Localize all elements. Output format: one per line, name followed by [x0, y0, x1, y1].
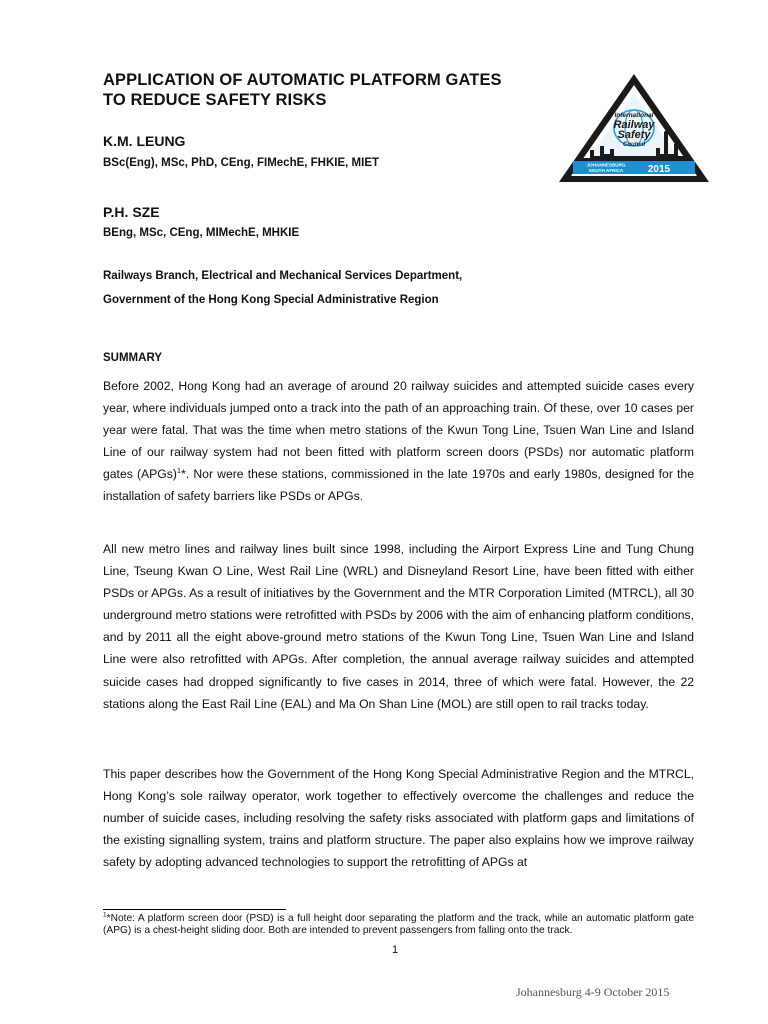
- logo-text-safety: Safety: [617, 129, 651, 141]
- author-credentials-1: BSc(Eng), MSc, PhD, CEng, FIMechE, FHKIE, MIET: [103, 157, 380, 169]
- page-footer: Johannesburg 4-9 October 2015: [516, 985, 670, 999]
- conference-logo: [556, 70, 712, 186]
- footnote-marker: 1: [103, 911, 107, 919]
- paragraph-1-text-cont: *. Nor were these stations, commissioned in the late 1970s and early 1980s, designed for the installation of safety barriers like PSDs or APGs.: [103, 467, 694, 504]
- affiliation-line-1: Railways Branch, Electrical and Mechanical Services Department,: [103, 270, 463, 282]
- summary-heading: SUMMARY: [103, 352, 162, 364]
- affiliation-line-2: Government of the Hong Kong Special Administrative Region: [103, 294, 439, 306]
- footnote-ref: 1: [176, 466, 182, 476]
- logo-text-year: 2015: [647, 164, 671, 175]
- logo-text-place-1: JOHANNESBURG: [586, 162, 626, 168]
- paper-title: [103, 70, 573, 110]
- paragraph-3: This paper describes how the Government of the Hong Kong Special Administrative Region and the MTRCL, Hong Kong’s sole railway operator, work together to effectively overcome the challenges and reduce the number of suicide cases, including resolving the safety risks associated with platform gaps and limitations of the existing signalling system, trains and platform structure. The paper also explains how we improve railway safety by adopting advanced technologies to support the retrofitting of APGs at: [103, 767, 694, 870]
- paragraph-1: [103, 375, 694, 508]
- page-number: 1: [392, 944, 399, 956]
- logo-text-international: International: [614, 112, 654, 119]
- paragraph-2: All new metro lines and railway lines built since 1998, including the Airport Express Line and Tung Chung Line, Tseung Kwan O Line, West Rail Line (WRL) and Disneyland Resort Line, have been fitted with either PSDs or APGs. As a result of initiatives by the Government and the MTR Corporation Limited (MTRCL), all 30 underground metro stations were retrofitted with PSDs by 2006 with the aim of enhancing platform conditions, and by 2011 all the eight above-ground metro stations of the Kwun Tong Line, Tsuen Wan Line and Island Line were also retrofitted with APGs. After completion, the annual average railway suicides and attempted suicide cases had dropped significantly to five cases in 2014, three of which were fatal. However, the 22 stations along the East Rail Line (EAL) and Ma On Shan Line (MOL) are still open to rail tracks today.: [103, 542, 694, 711]
- footnote-text: *Note: A platform screen door (PSD) is a full height door separating the platform and the track, while an automatic platform gate (APG) is a chest-height sliding door. Both are intended to prevent passengers from falling onto the track.: [103, 913, 694, 937]
- title-line-2: TO REDUCE SAFETY RISKS: [103, 91, 327, 109]
- footnote-divider: [103, 909, 286, 910]
- title-line-1: APPLICATION OF AUTOMATIC PLATFORM GATES: [103, 71, 502, 89]
- paragraph-1-text: Before 2002, Hong Kong had an average of around 20 railway suicides and attempted suicide cases every year, where individuals jumped onto a track into the path of an approaching train. Of these, over 10 cases per year were fatal. That was the time when metro stations of the Kwun Tong Line, Tsuen Wan Line and Island Line of our railway system had not been fitted with platform screen doors (PSDs) nor automatic platform gates (APGs): [103, 379, 694, 482]
- logo-text-place-2: SOUTH AFRICA: [588, 168, 624, 173]
- affiliation: [103, 264, 462, 312]
- author-name-2: P.H. SZE: [103, 204, 160, 220]
- footnote: [103, 913, 694, 937]
- logo-text-council: Council: [623, 142, 645, 148]
- author-name-1: K.M. LEUNG: [103, 133, 186, 149]
- author-credentials-2: BEng, MSc, CEng, MIMechE, MHKIE: [103, 227, 300, 239]
- logo-text-railway: Railway: [613, 119, 655, 131]
